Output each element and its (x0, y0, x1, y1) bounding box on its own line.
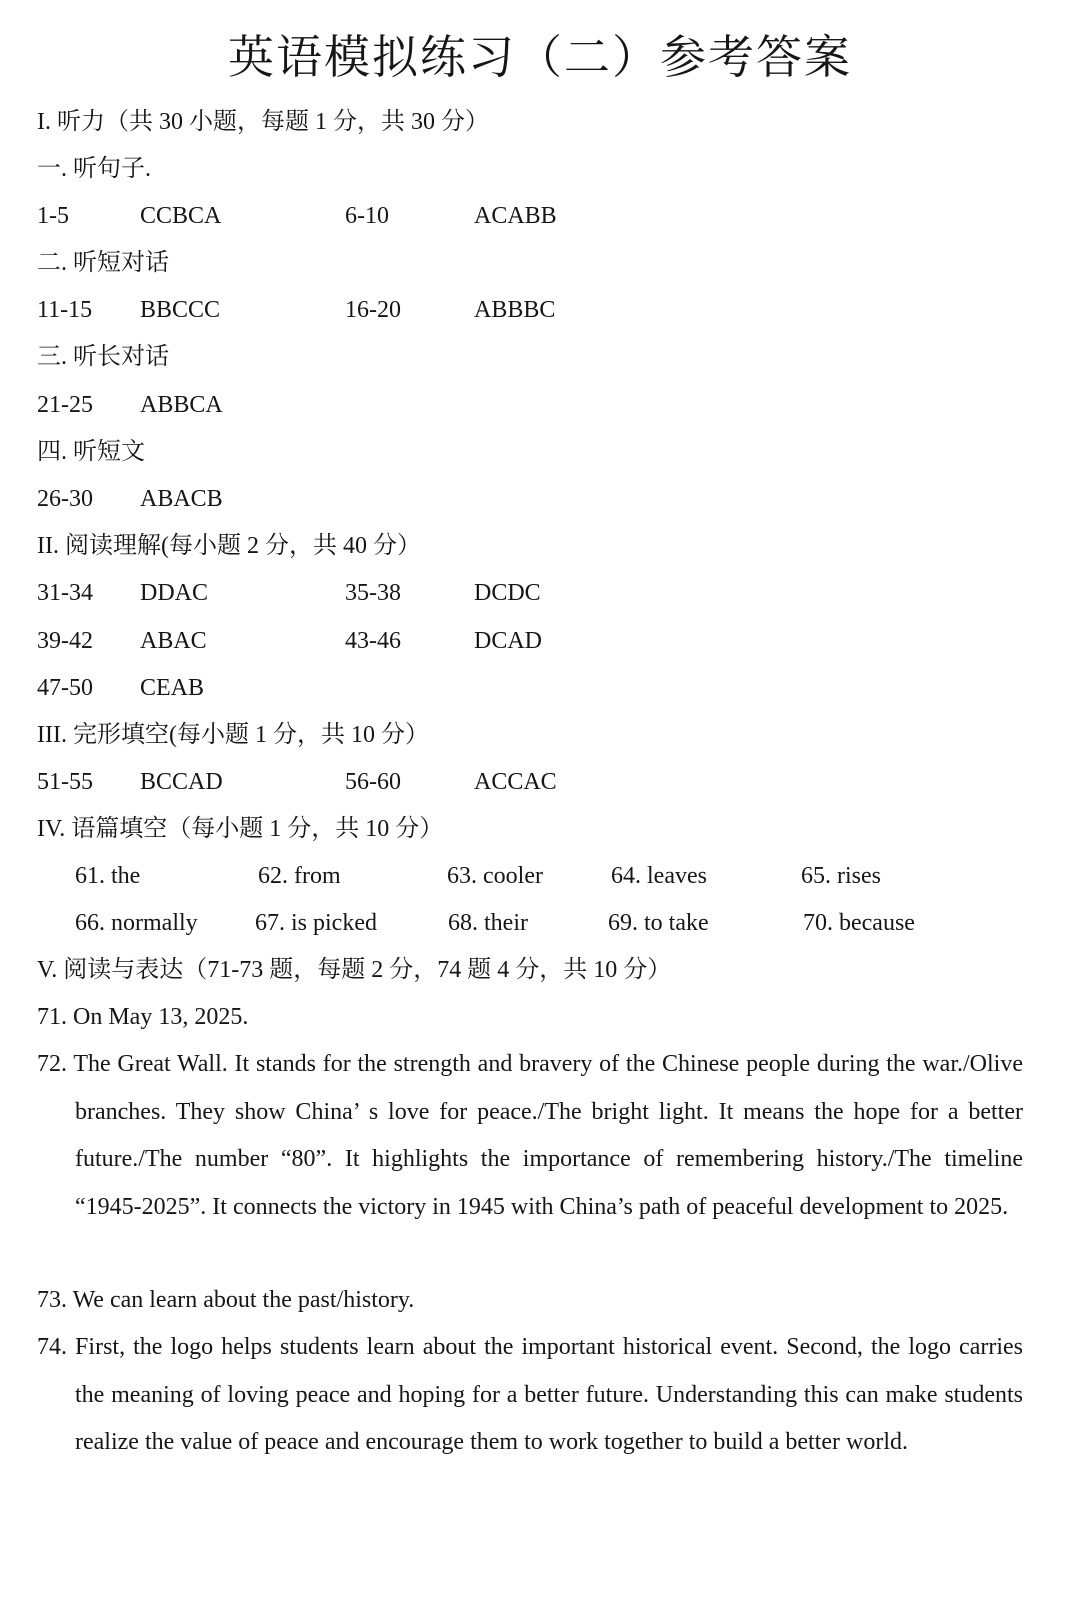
section-1-heading: I. 听力（共 30 小题，每题 1 分，共 30 分） (37, 109, 489, 135)
fill-in-answer: 64. leaves (611, 863, 707, 889)
answer-letters: ABBCA (140, 392, 223, 418)
question-range: 26-30 (37, 486, 93, 512)
question-range: 1-5 (37, 203, 69, 229)
answer-letters: DDAC (140, 580, 209, 606)
question-range: 51-55 (37, 769, 93, 795)
answer-letters: ABAC (140, 628, 207, 654)
part-3-heading: 三. 听长对话 (37, 344, 169, 370)
part-4-heading: 四. 听短文 (37, 439, 145, 465)
answer-letters: BCCAD (140, 769, 223, 795)
question-range: 56-60 (345, 769, 401, 795)
section-5-heading: V. 阅读与表达（71-73 题，每题 2 分，74 题 4 分，共 10 分） (37, 957, 672, 983)
fill-in-answer: 66. normally (75, 910, 198, 936)
question-range: 43-46 (345, 628, 401, 654)
part-2-heading: 二. 听短对话 (37, 250, 169, 276)
page-title: 英语模拟练习（二）参考答案 (228, 32, 852, 83)
fill-in-answer: 67. is picked (255, 910, 377, 936)
fill-in-answer: 68. their (448, 910, 528, 936)
answer-letters: DCDC (474, 580, 541, 606)
answer-letters: ACABB (474, 203, 557, 229)
section-4-heading: IV. 语篇填空（每小题 1 分，共 10 分） (37, 816, 444, 842)
fill-in-answer: 69. to take (608, 910, 709, 936)
answer-letters: BBCCC (140, 297, 221, 323)
answer-letters: ABBBC (474, 297, 556, 323)
fill-in-answer: 70. because (803, 910, 915, 936)
section-3-heading: III. 完形填空(每小题 1 分，共 10 分） (37, 722, 429, 748)
answer-73: 73. We can learn about the past/history. (37, 1287, 415, 1313)
answer-letters: ABACB (140, 486, 223, 512)
answer-letters: DCAD (474, 628, 543, 654)
fill-in-answer: 65. rises (801, 863, 881, 889)
part-1-heading: 一. 听句子. (37, 156, 151, 182)
answer-letters: ACCAC (474, 769, 557, 795)
answer-72: 72. The Great Wall. It stands for the strength and bravery of the Chinese people during the war./Olive branches. They show China’ s love for peace./The bright light. It means the hope for a better future./The number “80”. It highlights the importance of remembering history./The timeline “1945-2025”. It connects the victory in 1945 with China’s path of peaceful development to 2025. (37, 1051, 1023, 1220)
question-range: 6-10 (345, 203, 389, 229)
question-range: 47-50 (37, 675, 93, 701)
question-range: 11-15 (37, 297, 93, 323)
section-2-heading: II. 阅读理解(每小题 2 分，共 40 分） (37, 533, 421, 559)
answer-71: 71. On May 13, 2025. (37, 1004, 249, 1030)
question-range: 16-20 (345, 297, 401, 323)
question-range: 39-42 (37, 628, 93, 654)
answer-74: 74. First, the logo helps students learn about the important historical event. Second, the logo carries the meaning of loving peace and hoping for a better future. Understanding this can make students realize the value of peace and encourage them to work together to build a better world. (37, 1334, 1023, 1455)
question-range: 35-38 (345, 580, 401, 606)
question-range: 21-25 (37, 392, 93, 418)
question-range: 31-34 (37, 580, 93, 606)
fill-in-answer: 61. the (75, 863, 141, 889)
answer-letters: CCBCA (140, 203, 222, 229)
fill-in-answer: 63. cooler (447, 863, 543, 889)
fill-in-answer: 62. from (258, 863, 341, 889)
answer-letters: CEAB (140, 675, 205, 701)
